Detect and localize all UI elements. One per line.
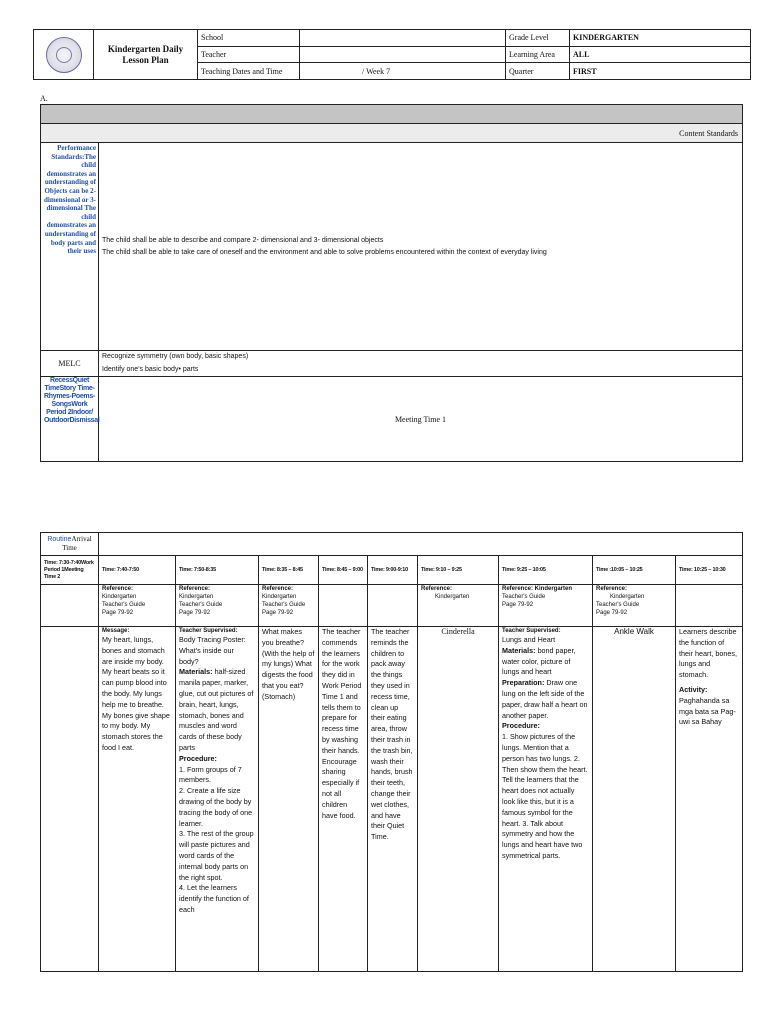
- story-cell: Cinderella: [418, 627, 499, 972]
- reference-blank: [41, 585, 99, 627]
- procedure-label: Procedure:: [179, 753, 217, 763]
- melc-label: MELC: [41, 351, 99, 377]
- reference-book: Kindergarten: [179, 594, 214, 600]
- performance-standards-text: [99, 143, 743, 351]
- teacher-supervised-heading: Teacher Supervised:: [179, 628, 238, 634]
- activity-blank: [41, 627, 99, 972]
- school-label: School: [198, 30, 300, 47]
- reference-cell: [176, 585, 259, 627]
- reference-cell: [499, 585, 593, 627]
- dates-label: Teaching Dates and Time: [198, 63, 300, 80]
- reference-heading: Reference: Kindergarten: [502, 586, 573, 592]
- materials-text: half-sized manila paper, marker, glue, cut out pictures of brain, heart, lungs, stomach, bones and muscles and word cards of these body parts: [179, 667, 254, 752]
- time-cell: Time: 7:50-8:35: [176, 556, 259, 585]
- message-cell: [99, 627, 176, 972]
- quarter-label: Quarter: [506, 63, 570, 80]
- routine-row-blank: [99, 533, 743, 556]
- routine-label: Routine: [47, 536, 72, 543]
- lungs-heart-cell: [499, 627, 593, 972]
- week-value: / Week 7: [300, 63, 506, 80]
- reference-book: Kindergarten: [262, 594, 297, 600]
- reference-heading: Reference:: [102, 586, 134, 592]
- reference-heading: Reference:: [179, 586, 211, 592]
- gray-header-bar: [41, 105, 743, 124]
- body-tracing-cell: [176, 627, 259, 972]
- lungs-heart-title: Lungs and Heart: [502, 635, 556, 644]
- reference-blank: [368, 585, 418, 627]
- reference-heading: Reference:: [421, 586, 453, 592]
- preparation-text: Draw one lung on the left side of the paper, draw half a heart on another paper.: [502, 678, 588, 720]
- quarter-value: FIRST: [570, 63, 751, 80]
- reference-guide: Teacher's Guide: [502, 594, 546, 600]
- time-cell: Time: 10:25 – 10:30: [676, 556, 743, 585]
- reference-page: Page 79-92: [262, 610, 294, 616]
- reference-book: Kindergarten: [610, 594, 645, 600]
- quiet-time-cell: The teacher reminds the children to pack away the things they used in recess time, clean up their eating area, throw their trash in the trash bin, wash their hands, brush their teeth, change their wet clothes, and have their Quiet Time.: [368, 627, 418, 972]
- time-cell: Time :10:05 – 10:25: [593, 556, 676, 585]
- learning-area-value: ALL: [570, 46, 751, 63]
- melc-line-2: Identify one's basic body• parts: [102, 365, 199, 373]
- reference-page: Page 79-92: [502, 602, 534, 608]
- message-text: My heart, lungs, bones and stomach are inside my body. My heart beats so it can pump blood into the body. My lungs help me to breathe. My bones give shape to my body. My stomach stores the food I eat.: [102, 635, 170, 752]
- grade-level-label: Grade Level: [506, 30, 570, 47]
- reference-guide: Teacher's Guide: [596, 602, 640, 608]
- dismissal-text: Learners describe the function of their heart, bones, lungs and stomach.: [679, 627, 737, 680]
- procedure-steps: 1. Form groups of 7 members. 2. Create a life size drawing of the body by tracing the body of one learner. 3. The rest of the group will paste pictures and word cards of the internal body parts on the right spot. 4. Let the learners identify the function of each: [179, 764, 254, 914]
- reference-book: Kindergarten: [102, 594, 137, 600]
- reference-blank: [319, 585, 368, 627]
- preparation-label: Preparation:: [502, 678, 545, 688]
- materials-label: Materials:: [179, 667, 213, 677]
- activity-label: Activity:: [679, 684, 708, 694]
- reference-heading: Reference:: [262, 586, 294, 592]
- time-cell: Time: 9:10 – 9:25: [418, 556, 499, 585]
- melc-line-1: Recognize symmetry (own body, basic shapes): [102, 353, 249, 360]
- learning-area-label: Learning Area: [506, 46, 570, 63]
- questions-cell: What makes you breathe? (With the help of my lungs) What digests the food that you eat? (Stomach): [259, 627, 319, 972]
- time-cell: Time: 7:40-7:50: [99, 556, 176, 585]
- schedule-labels: RecessQuiet TimeStory Time-Rhymes-Poems-SongsWork Period 2Indoor/ OutdoorDismissal: [41, 377, 99, 462]
- arrival-time-label: Arrival Time: [62, 535, 92, 552]
- reference-book: Kindergarten: [435, 594, 470, 600]
- materials-text: bond paper, water color, picture of lungs and heart: [502, 645, 576, 677]
- logo-cell: [34, 30, 94, 80]
- materials-label: Materials:: [502, 645, 536, 655]
- teacher-value: [300, 46, 506, 63]
- recess-cell: The teacher commends the learners for the work they did in Work Period Time 1 and tells them to prepare for recess time by washing their hands. Encourage sharing especially if not all children have food.: [319, 627, 368, 972]
- deped-seal-logo: [46, 37, 82, 73]
- time-cell: Time: 7:30-7:40Work Period 1Meeting Time 2: [41, 556, 99, 585]
- procedure-steps: 1. Show pictures of the lungs. Mention that a person has two lungs. 2. Then show them the heart. Tell the learners that the heart does not actually look like this, but it is a famous symbol for the heart. 3. Talk about symmetry and how the lungs and heart have two symmetrical parts.: [502, 732, 588, 860]
- time-cell: Time: 9:25 – 10:05: [499, 556, 593, 585]
- performance-standards-label: Performance Standards:The child demonstrates an understanding of Objects can be 2-dimensional or 3-dimensional The child demonstrates an understanding of body parts and their uses: [41, 143, 99, 351]
- teacher-supervised-heading: Teacher Supervised:: [502, 628, 561, 634]
- plan-title: Kindergarten Daily Lesson Plan: [94, 30, 198, 80]
- reference-page: Page 79-92: [102, 610, 134, 616]
- reference-guide: Teacher's Guide: [262, 602, 306, 608]
- reference-blank: [676, 585, 743, 627]
- ankle-walk-cell: Ankle Walk: [593, 627, 676, 972]
- time-cell: Time: 9:00-9:10: [368, 556, 418, 585]
- reference-guide: Teacher's Guide: [102, 602, 146, 608]
- schedule-table: [40, 532, 743, 972]
- body-tracing-title: Body Tracing Poster: What's inside our body?: [179, 635, 246, 666]
- meeting-time-1: Meeting Time 1: [99, 377, 743, 462]
- reference-cell: [259, 585, 319, 627]
- section-letter: A.: [40, 94, 48, 103]
- grade-level-value: KINDERGARTEN: [570, 30, 751, 47]
- reference-heading: Reference:: [596, 586, 628, 592]
- message-heading: Message:: [102, 628, 130, 634]
- melc-text: [99, 351, 743, 377]
- reference-page: Page 79-92: [596, 610, 628, 616]
- reference-cell: [99, 585, 176, 627]
- reference-cell: [418, 585, 499, 627]
- procedure-label: Procedure:: [502, 721, 540, 731]
- activity-text: Paghahanda sa mga bata sa Pag-uwi sa Bahay: [679, 695, 736, 727]
- perf-line-1: The child shall be able to describe and compare 2- dimensional and 3- dimensional objects: [102, 236, 384, 244]
- school-value: [300, 30, 506, 47]
- reference-guide: Teacher's Guide: [179, 602, 223, 608]
- time-cell: Time: 8:35 – 8:45: [259, 556, 319, 585]
- content-standards-heading: Content Standards: [41, 124, 743, 143]
- dismissal-cell: [676, 627, 743, 972]
- perf-line-2: The child shall be able to take care of oneself and the environment and able to solve problems encountered within the context of everyday living: [102, 248, 547, 256]
- reference-cell: [593, 585, 676, 627]
- teacher-label: Teacher: [198, 46, 300, 63]
- routine-cell: [41, 533, 99, 556]
- header-table: [33, 29, 751, 80]
- time-cell: Time: 8:45 – 9:00: [319, 556, 368, 585]
- standards-table: [40, 104, 743, 462]
- reference-page: Page 79-92: [179, 610, 211, 616]
